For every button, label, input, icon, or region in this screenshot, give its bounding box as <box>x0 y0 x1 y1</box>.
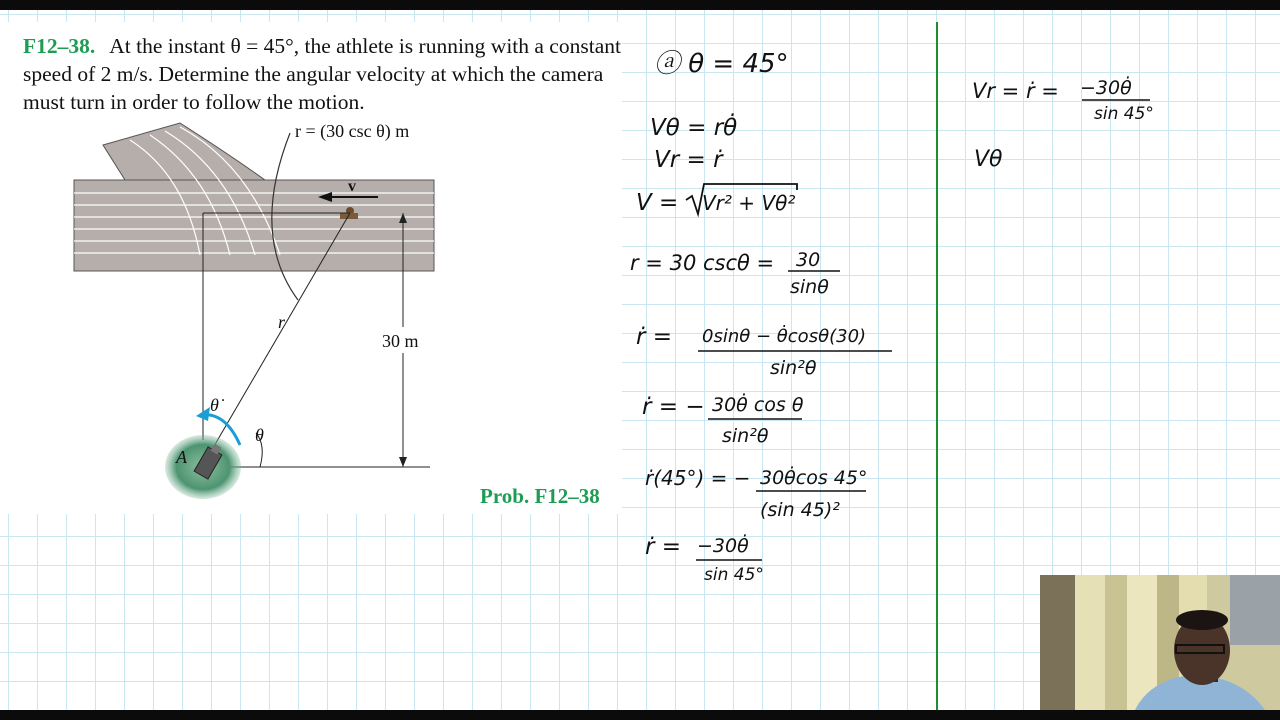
note-right-vr-den: sin 45° <box>1094 104 1154 124</box>
note-rdot45-den: (sin 45)² <box>760 499 840 521</box>
note-rdot45-num: 30θ̇cos 45° <box>760 467 868 489</box>
velocity-label: v <box>348 178 356 195</box>
theta-label: θ <box>255 425 264 445</box>
note-r-lhs: r = 30 cscθ = <box>630 251 775 275</box>
note-right-vr-lhs: Vr = ṙ = <box>972 79 1059 103</box>
problem-number: F12–38. <box>23 34 96 58</box>
note-rdot-lhs: ṙ = <box>636 324 673 350</box>
r-equation-label: r = (30 csc θ) m <box>295 121 410 141</box>
note-right-vtheta: Vθ <box>974 147 1003 172</box>
note-rdot2-num: 30θ̇ cos θ <box>712 394 804 416</box>
point-a-label: A <box>176 447 187 467</box>
note-v-lhs: V = <box>636 190 679 216</box>
note-r-den: sinθ <box>790 276 829 298</box>
note-rdot2-den: sin²θ <box>722 425 769 447</box>
r-label: r <box>278 312 286 332</box>
note-rdot3-den: sin 45° <box>704 565 764 585</box>
note-rdot-num: 0sinθ − θ̇cosθ(30) <box>702 326 867 347</box>
distance-label: 30 m <box>382 331 419 351</box>
note-right-vr-num: −30θ̇ <box>1080 77 1132 99</box>
note-rdot-den: sin²θ <box>770 357 817 379</box>
note-given: ⓐ θ = 45° <box>654 49 789 79</box>
webcam-overlay <box>1040 575 1280 710</box>
problem-text: At the instant θ = 45°, the athlete is running with a constant speed of 2 m/s. Determine the angular velocity at which the camera must turn in order to follow the motion. <box>23 34 621 114</box>
theta-dot-label: θ̇ <box>210 395 219 415</box>
note-rdot3-lhs: ṙ = <box>645 534 682 560</box>
note-v-r: Vr = ṙ <box>654 147 723 173</box>
note-rdot2-lhs: ṙ = − <box>642 394 705 420</box>
problem-caption: Prob. F12–38 <box>480 484 600 508</box>
note-v-theta: Vθ = rθ̇ <box>650 115 738 141</box>
bottom-bar <box>0 710 1280 720</box>
note-r-num: 30 <box>796 249 821 271</box>
note-rdot3-num: −30θ̇ <box>697 535 749 557</box>
note-rdot45-lhs: ṙ(45°) = − <box>645 466 751 490</box>
note-v-radicand: Vr² + Vθ² <box>702 191 796 215</box>
